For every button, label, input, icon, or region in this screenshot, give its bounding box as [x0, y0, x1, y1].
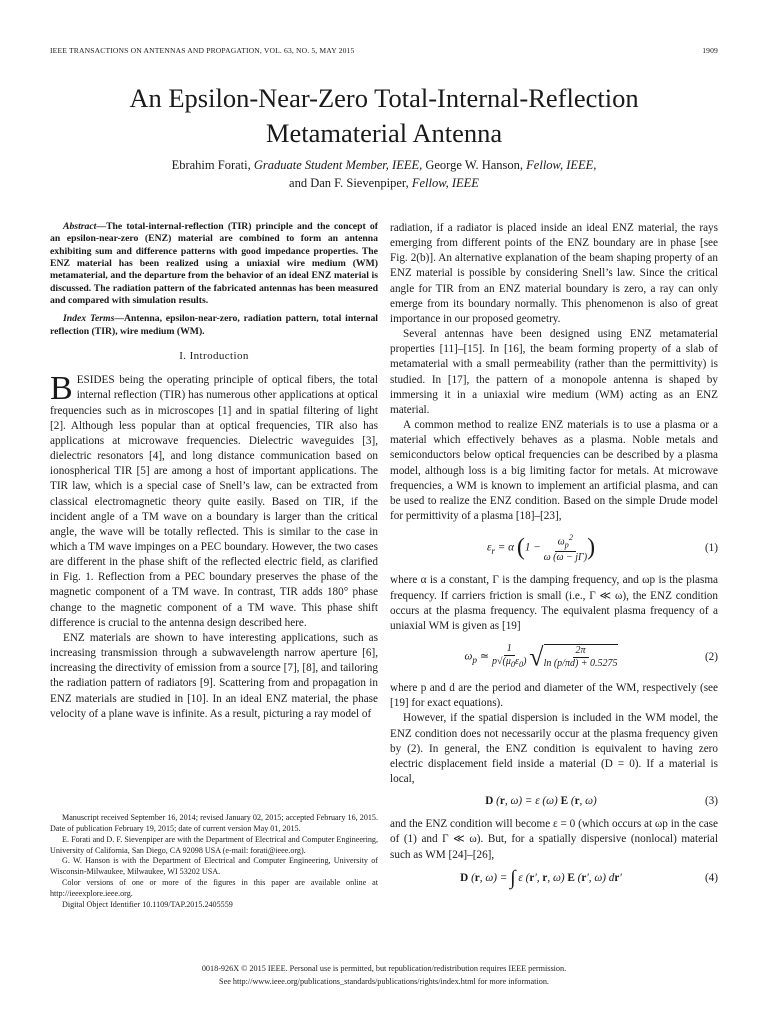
right-paragraph-7: and the ENZ condition will become ε = 0 (which occurs at ωp in the case of (1) and Γ ≪ ω). But, for a spatially dispersive (nonlocal) material such as WM [24]–[26],	[390, 818, 718, 861]
copyright-footer	[0, 963, 768, 988]
index-terms-text: —Antenna, epsilon-near-zero, radiation pattern, total internal reflection (TIR), wire medium (WM).	[50, 313, 378, 337]
intro-paragraph-1	[50, 370, 378, 631]
intro-paragraph-2: ENZ materials are shown to have interesting applications, such as increasing transmission through a subwavelength narrow aperture [6], increasing the directivity of emission from a source [7], [8], and tailoring the radiation pattern of radiators [9]. Scattering from and propagation in ENZ materials are studied in [10]. In an ideal ENZ material, the phase velocity of a plane wave is infinite. As a result, picturing a ray model of	[50, 631, 378, 720]
title-line-2: Metamaterial Antenna	[265, 118, 503, 148]
abstract-label: Abstract	[63, 221, 97, 232]
section-heading-introduction: I. Introduction	[179, 350, 249, 363]
equation-3-number: (3)	[704, 795, 718, 808]
footnote-manuscript: Manuscript received September 16, 2014; revised January 02, 2015; accepted February 16, 2015. Date of publication February 19, 2015; date of current version May 01, 2015.	[50, 813, 378, 833]
right-paragraph-4: where α is a constant, Γ is the damping frequency, and ωp is the plasma frequency. If carriers friction is small (i.e., Γ ≪ ω), the ENZ condition occurs at the plasma frequency. The equivalent plasma frequency of a uniaxial WM is given as [19]	[390, 574, 718, 632]
equation-3-body: D (r, ω) = ε (ω) E (r, ω)	[485, 795, 597, 808]
running-header	[50, 46, 718, 55]
author-separator: ,	[593, 158, 597, 172]
journal-header: IEEE TRANSACTIONS ON ANTENNAS AND PROPAGATION, VOL. 63, NO. 5, MAY 2015	[50, 46, 355, 55]
footnote-hanson: G. W. Hanson is with the Department of Electrical and Computer Engineering, University of Wisconsin-Milwaukee, Milwaukee, WI 53202 USA.	[50, 856, 378, 877]
footnotes	[50, 813, 378, 911]
right-paragraph-5: where p and d are the period and diameter of the WM, respectively (see [19] for exact equations).	[390, 682, 718, 710]
abstract-text: —The total-internal-reflection (TIR) principle and the concept of an epsilon-near-zero (ENZ) material are combined to form an antenna exhibiting sum and difference patterns with good impedance properties. The ENZ material has been realized using a uniaxial wire medium (WM) metamaterial, and the departure from the behavior of an ideal ENZ material is discussed. The radiation pattern of the fabricated antennas has been measured and compared with simulation results.	[50, 221, 378, 307]
right-paragraph-6: However, if the spatial dispersion is included in the WM model, the ENZ condition does not necessarily occur at the plasma frequency given by (2). In general, the ENZ condition is equivalent to having zero electric displacement field inside a material (D = 0). If a material is local,	[390, 712, 718, 786]
copyright-line: 0018-926X © 2015 IEEE. Personal use is permitted, but republication/redistribution requires IEEE permission.	[201, 964, 567, 973]
equation-2-number: (2)	[704, 650, 718, 663]
author-list	[0, 156, 768, 192]
left-column	[50, 221, 378, 722]
index-terms-label: Index Terms	[63, 313, 115, 325]
authors-line-2	[0, 174, 768, 192]
equation-3	[390, 794, 718, 809]
equation-4-body: D (r, ω) = ∫ ε (r′, r, ω) E (r′, ω) dr′	[460, 866, 622, 889]
author-sievenpiper-role: Fellow, IEEE	[411, 176, 479, 190]
index-terms	[50, 313, 378, 338]
right-column	[390, 221, 718, 889]
paper-title	[0, 81, 768, 151]
page-number: 1909	[702, 46, 718, 55]
equation-1	[390, 532, 718, 564]
right-paragraph-3: A common method to realize ENZ materials is to use a plasma or a material which effectively behaves as a plasma. Noble metals and semiconductors below optical frequencies can be described by a plasma model, although loss is a big limiting factor for metals. At microwave frequencies, a WM is known to implement an artificial plasma, and can be used to realize the ENZ condition. Based on the simple Drude model for permittivity of a plasma [18]–[23],	[390, 419, 718, 522]
title-line-1: An Epsilon-Near-Zero Total-Internal-Reflection	[129, 83, 639, 113]
equation-4-number: (4)	[704, 871, 718, 884]
abstract	[50, 221, 378, 307]
equation-4	[390, 866, 718, 889]
author-forati: Ebrahim Forati,	[171, 158, 251, 172]
footnote-doi: Digital Object Identifier 10.1109/TAP.2015.2405559	[62, 899, 233, 909]
equation-1-body: $\varepsilon_r = \alpha$ (1 − $\frac{\omega_p^2}{\omega (\omega - j\Gamma)}$ )	[486, 533, 596, 564]
equation-2	[390, 643, 718, 671]
equation-1-number: (1)	[704, 541, 718, 554]
intro-paragraph-1-text: ESIDES being the operating principle of optical fibers, the total internal reflection (TIR) has numerous other applications at optical frequencies such as in microscopes [1] and in spatial filtering of light [2]. Although less popular than at optical frequencies, TIR also has applications at microwave frequencies. Dielectric waveguides [3], dielectric resonators [4], and long distance communication based on ionospherical TIR [5] are among a host of important applications. The TIR law, which is a special case of Snell’s law, can be extracted from classical electromagnetic theory quite easily. Based on TIR, if the incident angle of a TM wave on a boundary is larger than the critical angle, the wave will be totally reflected. This is similar to the case in which a TM wave impinges on a PEC boundary. However, the two cases are different in the phase shift of the reflected electric field, as clarified in Fig. 1. Reflection from a PEC boundary preserves the phase of the magnetic component of a TM wave. In contrast, TIR adds 180° phase change to the magnetic component of a TM wave. This phase shift difference is crucial to the antenna design described here.	[50, 374, 378, 629]
right-paragraph-1: radiation, if a radiator is placed inside an ideal ENZ material, the rays emerging from different points of the ENZ boundary are in phase [see Fig. 2(b)]. An alternative explanation of the beam shaping property of an ENZ material is possible by considering Snell’s law. Since the critical angle for TIR from an ENZ material boundary is zero, a ray can only emerge from its boundary normally. This phenomenon is also of great importance in our proposed geometry.	[390, 222, 718, 325]
authors-line-1	[0, 156, 768, 174]
equation-2-body: $\omega_p$ ≃ $\frac{1}{p√(\mu_0\varepsilon_0)}$ √ $\frac{2\pi}{\ln (p/\pi d) + 0.5275}$	[464, 642, 618, 672]
right-paragraph-2: Several antennas have been designed using ENZ metamaterial properties [11]–[15]. In [16], the beam forming property of a slab of metamaterial with a small permeability (rather than the permittivity) is studied. In [17], the pattern of a monopole antenna is shaped by immersing it in a uniaxial wire medium (WM) acting as an ENZ material.	[390, 328, 718, 416]
author-hanson: , George W. Hanson,	[419, 158, 524, 172]
author-hanson-role: Fellow, IEEE	[526, 158, 594, 172]
author-sievenpiper: and Dan F. Sievenpiper,	[289, 176, 409, 190]
permissions-line: See http://www.ieee.org/publications_standards/publications/rights/index.html for more information.	[219, 976, 549, 986]
drop-cap: B	[50, 370, 73, 408]
author-forati-role: Graduate Student Member, IEEE	[253, 158, 420, 172]
footnote-color-versions: Color versions of one or more of the figures in this paper are available online at http://ieeexplore.ieee.org.	[50, 878, 378, 898]
footnote-forati-sievenpiper: E. Forati and D. F. Sievenpiper are with the Department of Electrical and Computer Engineering, University of California, San Diego, CA 92098 USA (e-mail: forati@ieee.org).	[50, 834, 378, 855]
